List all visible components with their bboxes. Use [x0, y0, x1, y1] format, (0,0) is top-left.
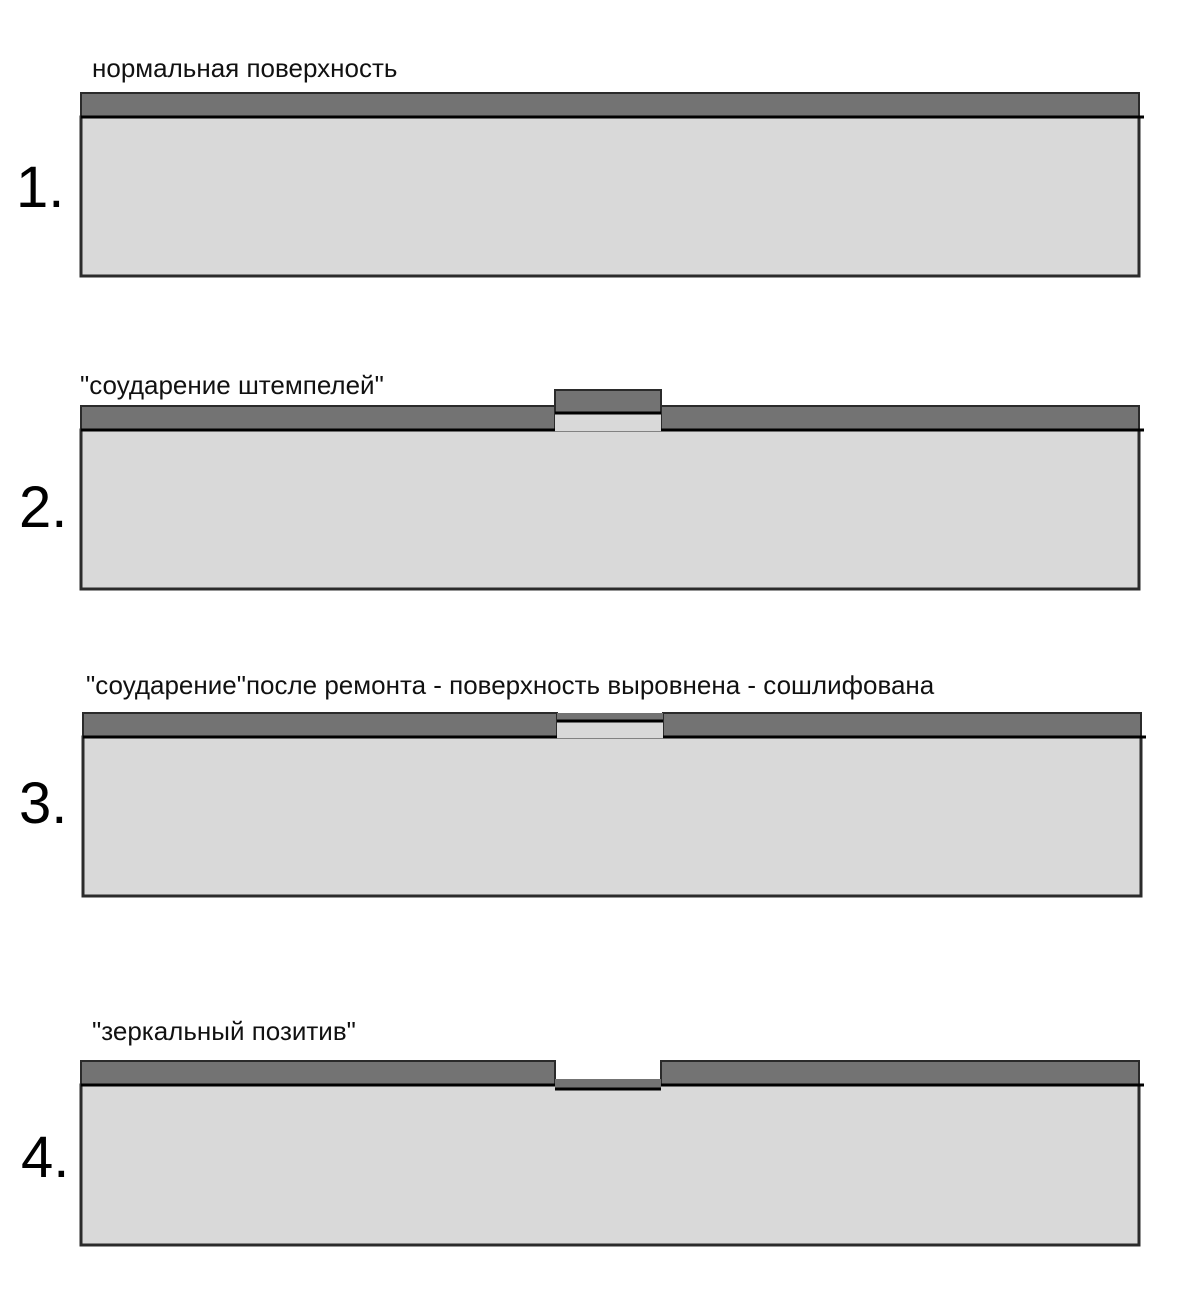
- stage-3-number: 3.: [19, 771, 68, 836]
- stage-4-surface-layer-right: [661, 1061, 1139, 1085]
- stage-3-ground-area: [557, 721, 663, 738]
- stage-4-cross-section: [81, 1061, 1144, 1245]
- stage-4-caption: "зеркальный позитив": [92, 1016, 356, 1046]
- stage-1-base-block: [81, 117, 1139, 276]
- stage-2-surface-layer-left: [81, 406, 555, 430]
- stage-3-base-block: [83, 737, 1141, 896]
- stage-4-base-block: [81, 1085, 1139, 1245]
- stage-3-surface-layer-left: [83, 713, 557, 737]
- stage-2-surface-layer-right: [661, 406, 1139, 430]
- stage-2-number: 2.: [19, 475, 68, 540]
- stage-2-base-block: [81, 430, 1139, 589]
- stage-1-cross-section: [81, 93, 1144, 276]
- stage-1-surface-layer: [81, 93, 1139, 117]
- stage-3-surface-layer-right: [663, 713, 1141, 737]
- stage-4-number: 4.: [21, 1125, 70, 1190]
- stage-1-caption: нормальная поверхность: [92, 53, 398, 83]
- stage-4-surface-layer-left: [81, 1061, 555, 1085]
- stage-2-cross-section: [81, 390, 1144, 589]
- stage-1-number: 1.: [16, 155, 65, 220]
- stage-2-bump: [555, 390, 661, 413]
- stage-2-caption: "соударение штемпелей": [80, 370, 384, 400]
- stage-2-gap-fill: [555, 413, 661, 431]
- stage-3-cross-section: [83, 713, 1146, 896]
- stage-3-caption: "соударение"после ремонта - поверхность выровнена - сошлифована: [86, 670, 935, 700]
